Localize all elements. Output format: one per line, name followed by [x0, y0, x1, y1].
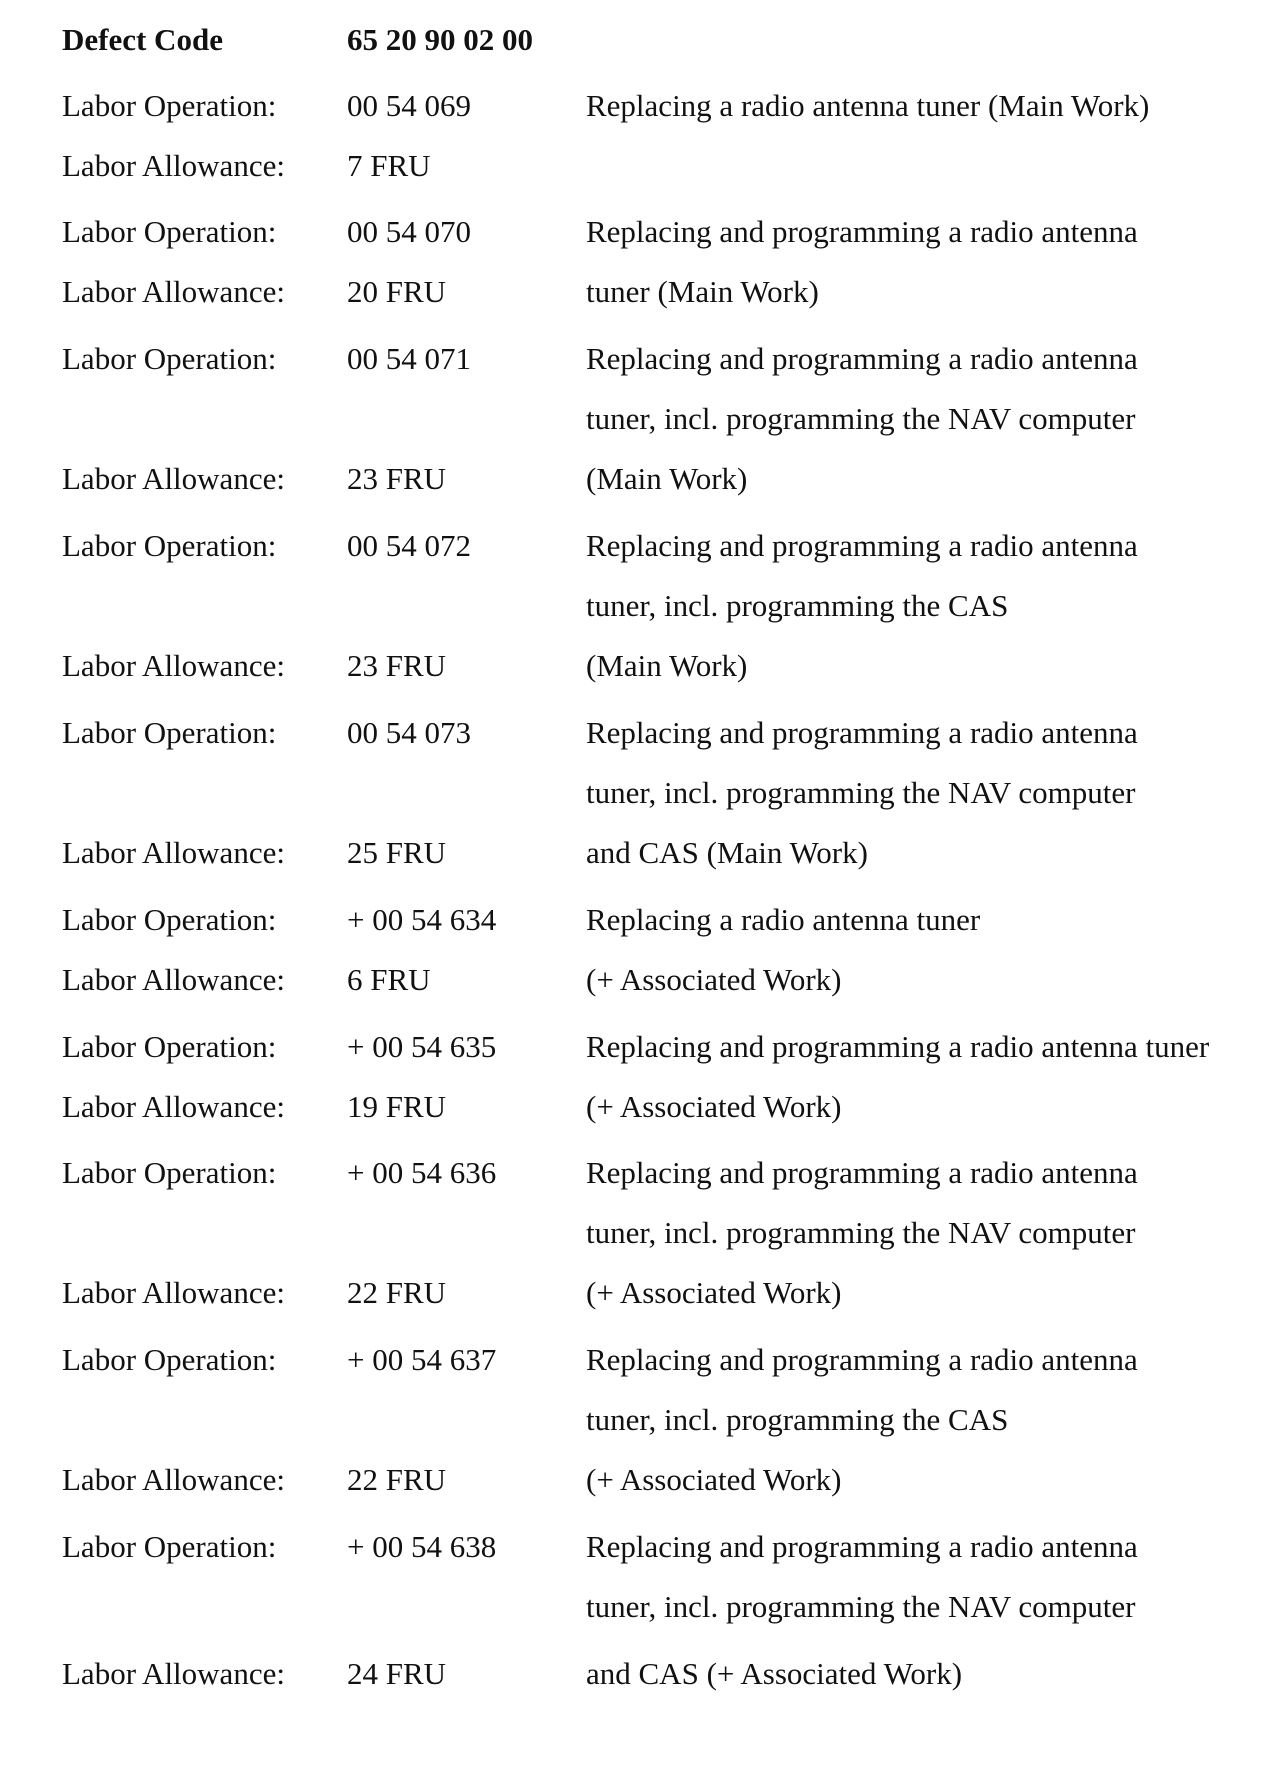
labor-operation-row	[0, 524, 1280, 568]
labor-operation-code: + 00 54 635	[347, 1029, 497, 1064]
labor-operation-row	[0, 1025, 1280, 1069]
operation-description: tuner, incl. programming the NAV computer	[586, 1589, 1136, 1624]
labor-allowance-value: 20 FRU	[347, 274, 447, 309]
labor-allowance-label: Labor Allowance:	[62, 835, 285, 870]
labor-operation-code: + 00 54 638	[347, 1529, 497, 1564]
operation-description: Replacing and programming a radio antenna tuner	[586, 1029, 1210, 1064]
labor-allowance-label: Labor Allowance:	[62, 461, 285, 496]
labor-allowance-row	[0, 1085, 1280, 1129]
operation-description: tuner, incl. programming the CAS	[586, 1402, 1009, 1437]
labor-allowance-row	[0, 831, 1280, 875]
operation-description: (+ Associated Work)	[586, 1462, 842, 1497]
operation-description: Replacing and programming a radio antenna	[586, 214, 1138, 249]
labor-operation-code: 00 54 073	[347, 715, 471, 750]
labor-operation-label: Labor Operation:	[62, 902, 277, 937]
labor-operation-label: Labor Operation:	[62, 214, 277, 249]
labor-operation-code: 00 54 070	[347, 214, 471, 249]
labor-operation-label: Labor Operation:	[62, 1529, 277, 1564]
labor-allowance-value: 23 FRU	[347, 648, 447, 683]
labor-allowance-row	[0, 958, 1280, 1002]
labor-allowance-label: Labor Allowance:	[62, 1275, 285, 1310]
labor-allowance-row	[0, 457, 1280, 501]
labor-allowance-label: Labor Allowance:	[62, 648, 285, 683]
labor-allowance-value: 23 FRU	[347, 461, 447, 496]
labor-allowance-row	[0, 1652, 1280, 1696]
labor-allowance-label: Labor Allowance:	[62, 148, 285, 183]
labor-allowance-value: 6 FRU	[347, 962, 431, 997]
labor-operation-row	[0, 337, 1280, 381]
labor-operation-label: Labor Operation:	[62, 1155, 277, 1190]
labor-allowance-value: 22 FRU	[347, 1462, 447, 1497]
defect-code-row	[0, 18, 1280, 62]
labor-allowance-label: Labor Allowance:	[62, 1089, 285, 1124]
description-continuation-row	[0, 771, 1280, 815]
description-continuation-row	[0, 584, 1280, 628]
labor-allowance-label: Labor Allowance:	[62, 1462, 285, 1497]
labor-allowance-row	[0, 1271, 1280, 1315]
defect-code-label: Defect Code	[62, 22, 223, 57]
description-continuation-row	[0, 1398, 1280, 1442]
labor-operation-row	[0, 1338, 1280, 1382]
operation-description: (+ Associated Work)	[586, 962, 842, 997]
operation-description: Replacing and programming a radio antenna	[586, 1342, 1138, 1377]
labor-operation-label: Labor Operation:	[62, 1342, 277, 1377]
labor-operation-row	[0, 711, 1280, 755]
labor-allowance-value: 25 FRU	[347, 835, 447, 870]
labor-operation-code: + 00 54 636	[347, 1155, 497, 1190]
description-continuation-row	[0, 1211, 1280, 1255]
operation-description: (+ Associated Work)	[586, 1089, 842, 1124]
labor-allowance-row	[0, 644, 1280, 688]
labor-operation-code: + 00 54 634	[347, 902, 497, 937]
operation-description: and CAS (+ Associated Work)	[586, 1656, 963, 1691]
labor-allowance-label: Labor Allowance:	[62, 962, 285, 997]
labor-operation-label: Labor Operation:	[62, 715, 277, 750]
labor-operation-row	[0, 210, 1280, 254]
operation-description: Replacing a radio antenna tuner	[586, 902, 981, 937]
operation-description: Replacing and programming a radio antenna	[586, 1155, 1138, 1190]
labor-operation-code: 00 54 071	[347, 341, 471, 376]
labor-allowance-label: Labor Allowance:	[62, 274, 285, 309]
labor-allowance-row	[0, 270, 1280, 314]
labor-allowance-label: Labor Allowance:	[62, 1656, 285, 1691]
labor-operation-code: 00 54 072	[347, 528, 471, 563]
labor-operation-label: Labor Operation:	[62, 88, 277, 123]
labor-operation-row	[0, 1525, 1280, 1569]
labor-operation-row	[0, 898, 1280, 942]
description-continuation-row	[0, 397, 1280, 441]
labor-operation-code: + 00 54 637	[347, 1342, 497, 1377]
operation-description: (Main Work)	[586, 648, 748, 683]
operation-description: Replacing and programming a radio antenna	[586, 715, 1138, 750]
operation-description: tuner, incl. programming the NAV computer	[586, 401, 1136, 436]
operation-description: Replacing a radio antenna tuner (Main Work)	[586, 88, 1150, 123]
labor-allowance-row	[0, 144, 1280, 188]
labor-operation-label: Labor Operation:	[62, 528, 277, 563]
description-continuation-row	[0, 1585, 1280, 1629]
operation-description: and CAS (Main Work)	[586, 835, 868, 870]
labor-allowance-value: 24 FRU	[347, 1656, 447, 1691]
labor-allowance-value: 19 FRU	[347, 1089, 447, 1124]
operation-description: tuner (Main Work)	[586, 274, 819, 309]
operation-description: Replacing and programming a radio antenna	[586, 341, 1138, 376]
labor-allowance-value: 7 FRU	[347, 148, 431, 183]
operation-description: (+ Associated Work)	[586, 1275, 842, 1310]
operation-description: Replacing and programming a radio antenna	[586, 528, 1138, 563]
operation-description: Replacing and programming a radio antenna	[586, 1529, 1138, 1564]
labor-allowance-row	[0, 1458, 1280, 1502]
defect-code-value: 65 20 90 02 00	[347, 22, 533, 57]
labor-operation-label: Labor Operation:	[62, 1029, 277, 1064]
labor-operation-row	[0, 1151, 1280, 1195]
operation-description: tuner, incl. programming the NAV computer	[586, 1215, 1136, 1250]
labor-operation-code: 00 54 069	[347, 88, 471, 123]
labor-operation-label: Labor Operation:	[62, 341, 277, 376]
labor-allowance-value: 22 FRU	[347, 1275, 447, 1310]
operation-description: tuner, incl. programming the NAV computer	[586, 775, 1136, 810]
operation-description: tuner, incl. programming the CAS	[586, 588, 1009, 623]
operation-description: (Main Work)	[586, 461, 748, 496]
labor-operation-row	[0, 84, 1280, 128]
